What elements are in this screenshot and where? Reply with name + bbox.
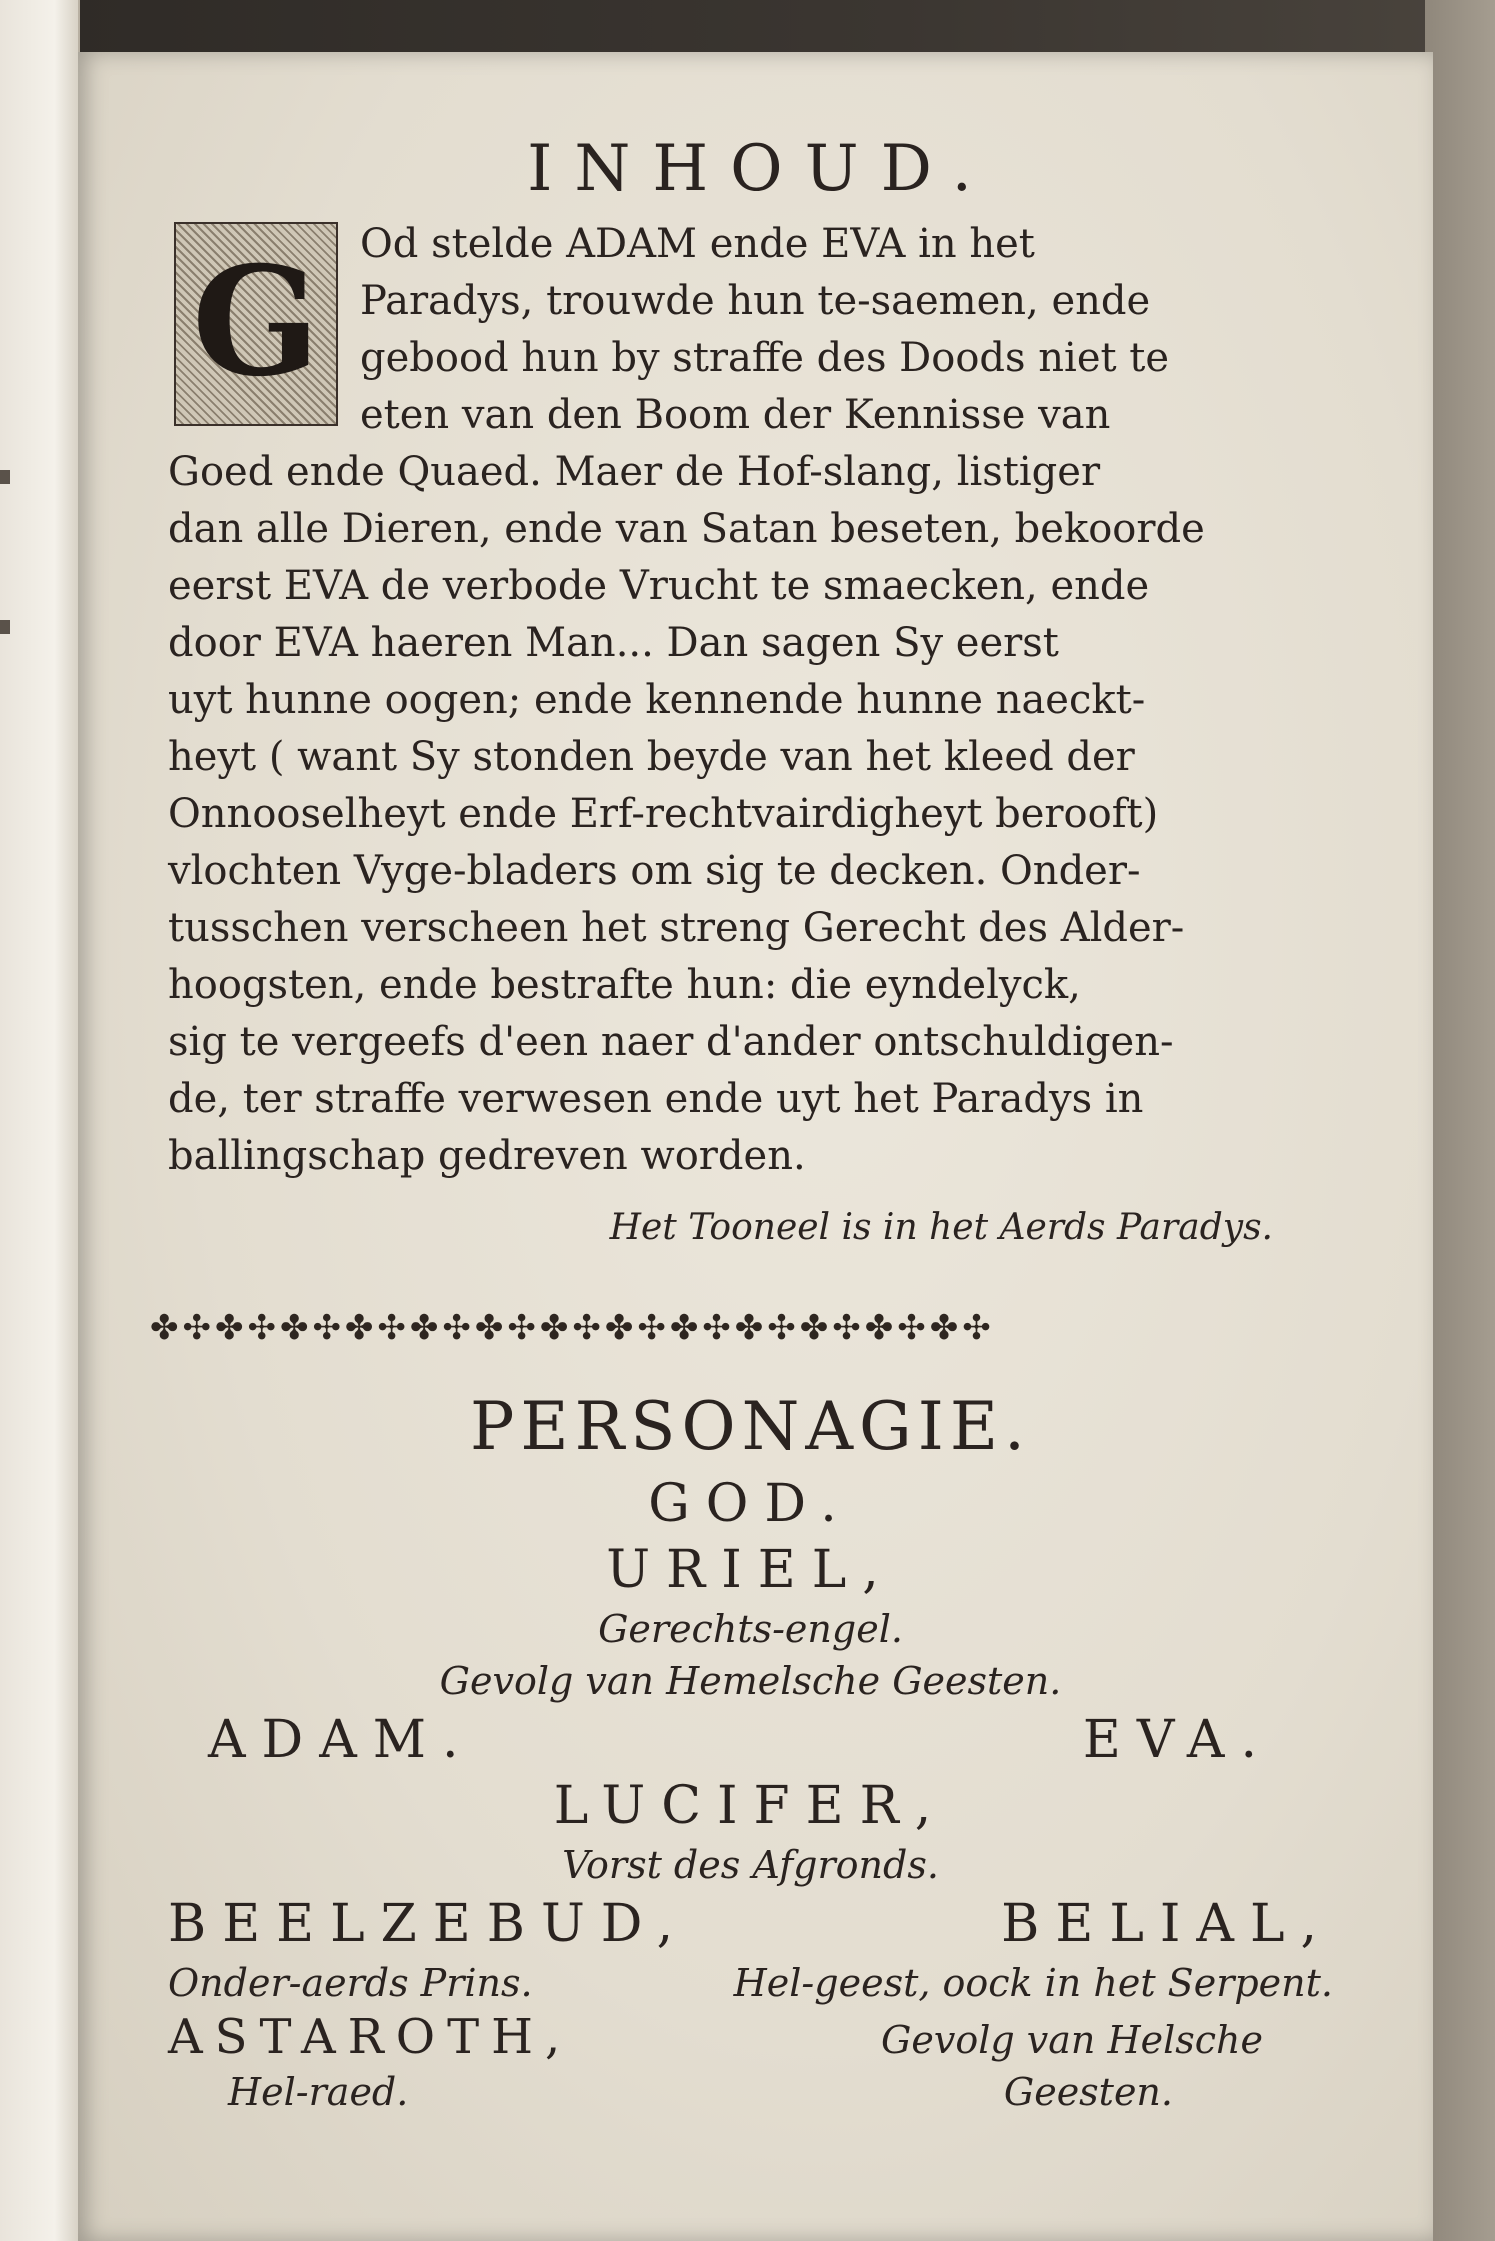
inhoud-title: INHOUD. (527, 132, 994, 206)
belial-description: Hel-geest, oock in het Serpent. (733, 1961, 1333, 2005)
page-mark (0, 620, 10, 634)
inhoud-line: Paradys, trouwde hun te-saemen, ende (360, 278, 1151, 324)
inhoud-lines (168, 216, 1333, 1185)
helsche-geesten-cont: Geesten. (1003, 2070, 1173, 2114)
astaroth-row (168, 2009, 1333, 2066)
inhoud-line: Od stelde ADAM ende EVA in het (360, 221, 1035, 267)
beelzebud-belial-desc-row (168, 1957, 1333, 2009)
inhoud-line: ballingschap gedreven worden. (168, 1133, 806, 1179)
ornament-divider: ✤✣✤✣✤✣✤✣✤✣✤✣✤✣✤✣✤✣✤✣✤✣✤✣✤✣ (150, 1308, 995, 1348)
astaroth-description: Hel-raed. (228, 2070, 409, 2114)
inhoud-line: dan alle Dieren, ende van Satan beseten, bekoorde (168, 506, 1205, 552)
inhoud-line: heyt ( want Sy stonden beyde van het kleed der (168, 734, 1135, 780)
inhoud-line: eten van den Boom der Kennisse van (360, 392, 1111, 438)
astaroth-desc-row (168, 2066, 1333, 2118)
adam-eva-row (168, 1707, 1333, 1773)
page-content (150, 132, 1333, 2118)
role-eva: EVA. (1082, 1710, 1273, 1770)
inhoud-line: Onnooselheyt ende Erf-rechtvairdigheyt berooft) (168, 791, 1159, 837)
inhoud-line: door EVA haeren Man... Dan sagen Sy eerst (168, 620, 1059, 666)
dropcap-initial (174, 222, 338, 426)
dropcap-letter: G (191, 234, 321, 410)
book-cover-edge (1425, 0, 1495, 2241)
helsche-geesten: Gevolg van Helsche (881, 2018, 1263, 2062)
role-adam: ADAM. (208, 1710, 475, 1770)
inhoud-line: de, ter straffe verwesen ende uyt het Paradys in (168, 1076, 1144, 1122)
role-beelzebud: BEELZEBUD, (168, 1894, 690, 1954)
inhoud-line: vlochten Vyge-bladers om sig te decken. Onder- (168, 848, 1141, 894)
hemelsche-geesten: Gevolg van Hemelsche Geesten. (439, 1659, 1062, 1703)
personagie-title: PERSONAGIE. (470, 1388, 1031, 1465)
role-astaroth: ASTAROTH, (168, 2009, 573, 2065)
inhoud-text (168, 216, 1333, 1185)
beelzebud-description: Onder-aerds Prins. (168, 1961, 533, 2005)
left-page-edge (0, 0, 80, 2241)
inhoud-line: sig te vergeefs d'een naer d'ander ontschuldigen- (168, 1019, 1174, 1065)
inhoud-line: eerst EVA de verbode Vrucht te smaecken, ende (168, 563, 1150, 609)
role-lucifer: LUCIFER, (553, 1776, 948, 1836)
inhoud-line: tusschen verscheen het streng Gerecht des Alder- (168, 905, 1185, 951)
inhoud-line: Goed ende Quaed. Maer de Hof-slang, listiger (168, 449, 1101, 495)
beelzebud-belial-row (168, 1891, 1333, 1957)
scene-note: Het Tooneel is in het Aerds Paradys. (609, 1207, 1273, 1248)
role-uriel: URIEL, (606, 1540, 895, 1600)
role-belial: BELIAL, (1001, 1894, 1333, 1954)
inhoud-line: uyt hunne oogen; ende kennende hunne naeckt- (168, 677, 1146, 723)
inhoud-line: hoogsten, ende bestrafte hun: die eyndelyck, (168, 962, 1081, 1008)
inhoud-line: gebood hun by straffe des Doods niet te (360, 335, 1170, 381)
book-page (78, 52, 1433, 2241)
role-god: GOD. (648, 1474, 853, 1534)
page-mark (0, 470, 10, 484)
lucifer-description: Vorst des Afgronds. (562, 1843, 939, 1887)
uriel-description: Gerechts-engel. (598, 1607, 903, 1651)
